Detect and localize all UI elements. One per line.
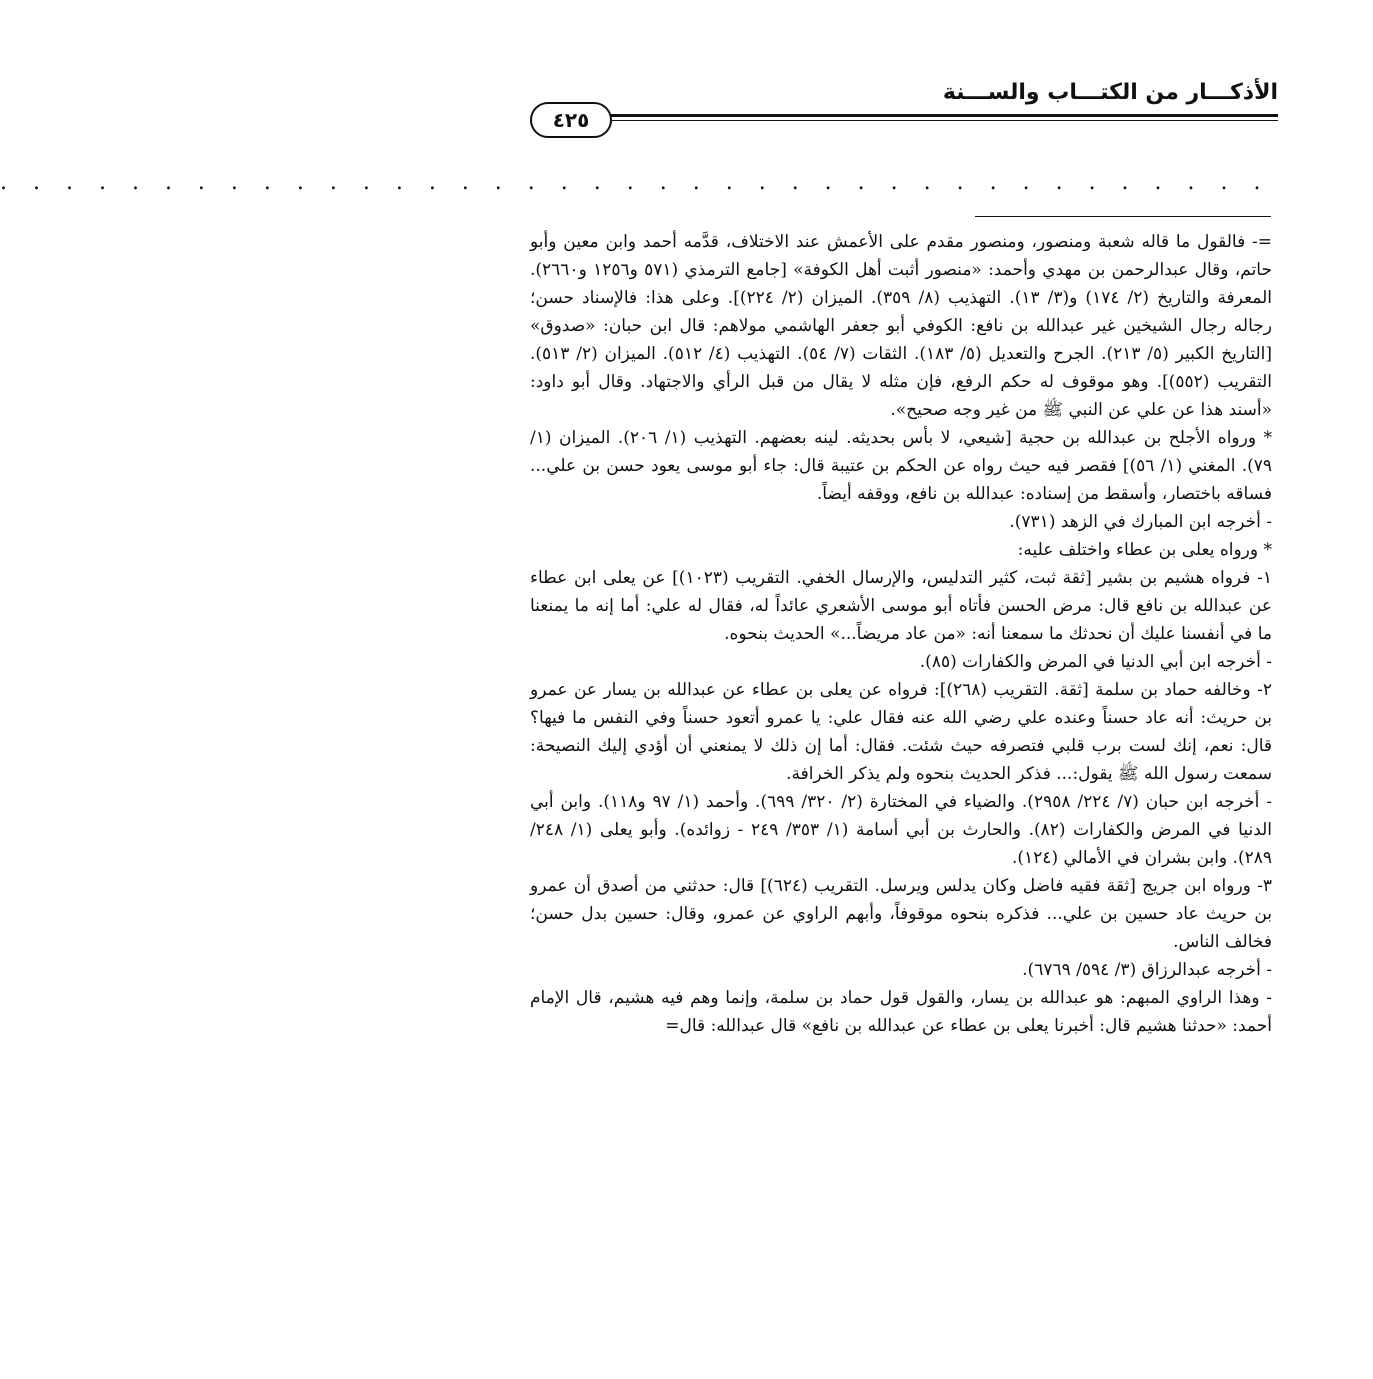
header-rule-thick (606, 114, 1278, 117)
page-header (522, 72, 1278, 132)
paragraph: ٣- ورواه ابن جريج [ثقة فقيه فاضل وكان يدلس ويرسل. التقريب (٦٢٤)] قال: حدثني من أصدق أن عمرو بن حريث عاد حسين بن علي... فذكره بنحوه موقوفاً، وأبهم الراوي عن عمرو، وقال: حسين بدل حسن؛ فخالف الناس. (530, 876, 1272, 952)
paragraph: - أخرجه ابن المبارك في الزهد (٧٣١). (1009, 512, 1272, 532)
paragraph: * ورواه الأجلح بن عبدالله بن حجية [شيعي، لا بأس بحديثه. لينه بعضهم. التهذيب (١/ ٢٠٦). الميزان (١/ ٧٩). المغني (١/ ٥٦)] فقصر فيه حيث رواه عن الحكم بن عتيبة قال: جاء أبو موسى يعود حسن بن علي... فساقه باختصار، وأسقط من إسناده: عبدالله بن نافع، ووقفه أيضاً. (530, 428, 1273, 504)
footnote-rule (975, 216, 1271, 217)
paragraph: * ورواه يعلى بن عطاء واختلف عليه: (1017, 540, 1272, 560)
page-number: ٤٢٥ (530, 102, 612, 138)
paragraph: - أخرجه عبدالرزاق (٣/ ٥٩٤/ ٦٧٦٩). (1022, 960, 1272, 980)
running-title: الأذكـــار من الكتـــاب والســـنة (942, 80, 1278, 105)
paragraph: - أخرجه ابن أبي الدنيا في المرض والكفارات (٨٥). (919, 652, 1272, 672)
paragraph: =- فالقول ما قاله شعبة ومنصور، ومنصور مقدم على الأعمش عند الاختلاف، قدَّمه أحمد وابن معين وأبو حاتم، وقال عبدالرحمن بن مهدي وأحمد: «منصور أثبت أهل الكوفة» [جامع الترمذي (٥٧١ و١٢٥٦ و٢٦٦٠). المعرفة والتاريخ (٢/ ١٧٤) و(٣/ ١٣). التهذيب (٨/ ٣٥٩). الميزان (٢/ ٢٢٤)]. وعلى هذا: فالإسناد حسن؛ رجاله رجال الشيخين غير عبدالله بن نافع: الكوفي أبو جعفر الهاشمي مولاهم: قال ابن حبان: «صدوق» [التاريخ الكبير (٥/ ٢١٣). الجرح والتعديل (٥/ ١٨٣). الثقات (٧/ ٥٤). التهذيب (٤/ ٥١٢). الميزان (٢/ ٥١٣). التقريب (٥٥٢)]. وهو موقوف له حكم الرفع، فإن مثله لا يقال من قبل الرأي والاجتهاد. وقال أبو داود: «أسند هذا عن علي عن النبي ﷺ من غير وجه صحيح». (530, 232, 1273, 420)
dotted-divider: . . . . . . . . . . . . . . . . . . . . . . . . . . . . . . . . . . . . . . . (0, 170, 1270, 195)
paragraph: - أخرجه ابن حبان (٧/ ٢٢٤/ ٢٩٥٨). والضياء في المختارة (٢/ ٣٢٠/ ٦٩٩). وأحمد (١/ ٩٧ و١١٨). وابن أبي الدنيا في المرض والكفارات (٨٢). والحارث بن أبي أسامة (١/ ٣٥٣/ ٢٤٩ - زوائده). وأبو يعلى (١/ ٢٤٨/ ٢٨٩). وابن بشران في الأمالي (١٢٤). (530, 792, 1273, 868)
paragraph: ١- فرواه هشيم بن بشير [ثقة ثبت، كثير التدليس، والإرسال الخفي. التقريب (١٠٢٣)] عن يعلى ابن عطاء عن عبدالله بن نافع قال: مرض الحسن فأتاه أبو موسى الأشعري عائداً له، فقال له علي: أما إنه ما يمنعنا ما في أنفسنا عليك أن نحدثك ما سمعنا أنه: «من عاد مريضاً...» الحديث بنحوه. (530, 568, 1272, 644)
header-rule-thin (606, 120, 1278, 121)
paragraph: ٢- وخالفه حماد بن سلمة [ثقة. التقريب (٢٦٨)]: فرواه عن يعلى بن عطاء عن عبدالله بن يسار عن عمرو بن حريث: أنه عاد حسناً وعنده علي رضي الله عنه فقال علي: يا عمرو أتعود حسناً وفي النفس ما فيها؟ قال: نعم، إنك لست برب قلبي فتصرفه حيث شئت. فقال: أما إن ذلك لا يمنعني أن أؤدي إليك النصيحة: سمعت رسول الله ﷺ يقول:... فذكر الحديث بنحوه ولم يذكر الخرافة. (530, 680, 1272, 784)
paragraph: - وهذا الراوي المبهم: هو عبدالله بن يسار، والقول قول حماد بن سلمة، وإنما وهم فيه هشيم، قال الإمام أحمد: «حدثنا هشيم قال: أخبرنا يعلى بن عطاء عن عبدالله بن نافع» قال عبدالله: قال= (530, 988, 1272, 1036)
footnote-body (530, 228, 1272, 1040)
